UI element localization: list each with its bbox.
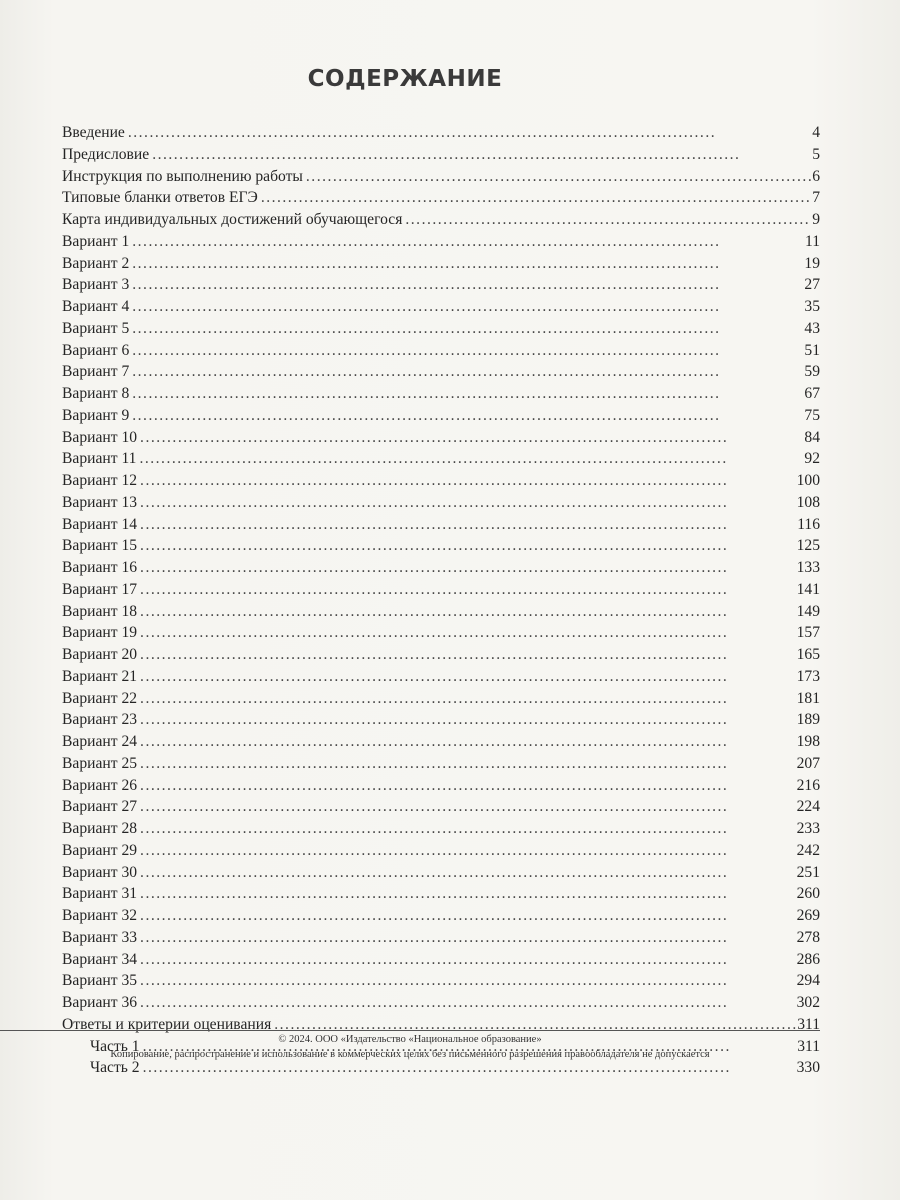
toc-entry: [62, 557, 820, 579]
toc-leader-dots: [140, 949, 796, 971]
toc-leader-dots: [261, 187, 811, 209]
toc-entry: [62, 731, 820, 753]
toc-page-number: 133: [796, 559, 820, 576]
toc-page-number: 27: [804, 276, 820, 294]
toc-entry: [62, 253, 820, 275]
toc-page-number: 19: [804, 254, 820, 272]
toc-entry-label: Часть 2: [90, 1059, 140, 1077]
toc-entry-label: Вариант 34: [62, 950, 138, 968]
toc-entry-label: Вариант 24: [62, 733, 138, 750]
toc-entry: [62, 883, 820, 905]
toc-entry-label: Вариант 6: [62, 341, 130, 359]
toc-entry-label: Вариант 4: [62, 298, 130, 315]
toc-entry: [62, 644, 820, 666]
toc-entry-label: Вариант 21: [62, 667, 138, 685]
toc-entry: [62, 209, 820, 231]
toc-page-number: 67: [804, 385, 820, 402]
toc-page-number: 157: [796, 624, 820, 642]
toc-entry-label: Вариант 28: [62, 820, 138, 837]
toc-entry-label: Вариант 5: [62, 319, 130, 337]
toc-leader-dots: [140, 883, 796, 905]
toc-leader-dots: [152, 144, 811, 166]
toc-entry: [62, 992, 820, 1014]
toc-page-number: 116: [797, 515, 820, 533]
toc-entry-label: Вариант 36: [62, 994, 138, 1011]
toc-leader-dots: [140, 557, 796, 579]
toc-entry-label: Вариант 23: [62, 711, 138, 729]
toc-page-number: 11: [804, 232, 820, 250]
toc-leader-dots: [140, 688, 796, 710]
toc-entry-label: Вариант 11: [62, 450, 137, 468]
toc-page-number: 189: [796, 711, 820, 729]
toc-entry-label: Часть 1: [90, 1037, 140, 1055]
footer-copyright: © 2024. ООО «Издательство «Национальное образование»: [278, 1034, 542, 1045]
toc-entry: [62, 970, 820, 992]
toc-entry-label: Вариант 33: [62, 928, 138, 946]
toc-entry: [62, 818, 820, 840]
toc-leader-dots: [306, 166, 811, 188]
toc-page-number: 286: [796, 950, 820, 968]
toc-page-number: 75: [804, 406, 820, 424]
toc-entry: [62, 601, 820, 623]
toc-page-number: 198: [796, 733, 820, 750]
toc-page-number: 51: [804, 341, 820, 359]
toc-page-number: 4: [812, 124, 820, 141]
toc-entry-label: Вариант 22: [62, 689, 138, 707]
toc-entry-label: Введение: [62, 124, 125, 141]
toc-entry-label: Вариант 16: [62, 559, 138, 576]
toc-entry-label: Вариант 17: [62, 580, 138, 598]
toc-entry-label: Вариант 35: [62, 972, 138, 990]
toc-leader-dots: [140, 535, 796, 557]
toc-entry: [62, 296, 820, 318]
toc-entry: [62, 1014, 820, 1036]
toc-entry: [62, 405, 820, 427]
toc-leader-dots: [140, 862, 796, 884]
toc-page-number: 242: [796, 841, 820, 859]
toc-page-number: 7: [812, 189, 820, 207]
toc-page-number: 302: [796, 994, 820, 1011]
toc-page-number: 141: [796, 580, 820, 598]
toc-entry: [62, 470, 820, 492]
toc-entry: [62, 187, 820, 209]
toc-entry-label: Вариант 30: [62, 863, 138, 881]
toc-page-number: 6: [812, 167, 820, 185]
toc-entry: [62, 274, 820, 296]
toc-entry: [62, 144, 820, 166]
toc-leader-dots: [140, 644, 796, 666]
toc-entry-label: Вариант 14: [62, 515, 138, 533]
toc-leader-dots: [132, 231, 804, 253]
toc-entry-label: Вариант 27: [62, 798, 138, 816]
toc-leader-dots: [140, 601, 796, 623]
toc-entry-label: Предисловие: [62, 145, 150, 163]
toc-entry: [62, 122, 820, 144]
toc-page-number: 224: [796, 798, 820, 816]
toc-entry: [62, 492, 820, 514]
toc-page-number: 260: [796, 885, 820, 903]
toc-entry-label: Вариант 8: [62, 385, 130, 402]
toc-leader-dots: [132, 318, 803, 340]
toc-leader-dots: [140, 514, 796, 536]
toc-page-number: 9: [812, 211, 820, 228]
toc-leader-dots: [132, 296, 803, 318]
toc-leader-dots: [140, 470, 796, 492]
toc-page-number: 108: [796, 493, 820, 511]
footer-notice: Копирование, распространение и использование в коммерческих целях без письменного разрешения правообладателя не допускается: [110, 1049, 710, 1060]
toc-leader-dots: [132, 253, 803, 275]
toc-entry: [62, 796, 820, 818]
toc-page-number: 233: [796, 820, 820, 837]
toc-entry-label: Вариант 32: [62, 907, 138, 924]
toc-leader-dots: [132, 405, 803, 427]
toc-page-number: 269: [796, 907, 820, 924]
toc-page-number: 207: [796, 754, 820, 772]
toc-entry: [62, 340, 820, 362]
toc-leader-dots: [140, 492, 796, 514]
toc-entry: [62, 579, 820, 601]
toc-leader-dots: [274, 1014, 796, 1036]
toc-page-number: 294: [796, 972, 820, 990]
toc-entry: [62, 622, 820, 644]
page-title: СОДЕРЖАНИЕ: [307, 66, 503, 92]
toc-leader-dots: [140, 840, 796, 862]
toc-page-number: 100: [796, 472, 820, 489]
toc-page-number: 5: [812, 145, 820, 163]
toc-entry: [62, 709, 820, 731]
toc-leader-dots: [140, 818, 796, 840]
toc-entry: [62, 231, 820, 253]
toc-entry-label: Вариант 29: [62, 841, 138, 859]
toc-entry-label: Вариант 25: [62, 754, 138, 772]
toc-leader-dots: [140, 427, 803, 449]
toc-entry: [62, 448, 820, 470]
toc-entry: [62, 927, 820, 949]
toc-leader-dots: [140, 775, 796, 797]
toc-entry: [62, 949, 820, 971]
toc-entry-label: Инструкция по выполнению работы: [62, 167, 303, 185]
toc-leader-dots: [132, 274, 803, 296]
toc-entry-label: Вариант 15: [62, 537, 138, 555]
toc-page-number: 311: [797, 1015, 820, 1033]
toc-leader-dots: [143, 1057, 796, 1079]
toc-leader-dots: [132, 340, 803, 362]
toc-leader-dots: [132, 383, 803, 405]
table-of-contents: [62, 122, 820, 1079]
toc-page-number: 311: [797, 1037, 820, 1055]
toc-subentry: [62, 1057, 820, 1079]
toc-leader-dots: [140, 905, 796, 927]
toc-entry: [62, 688, 820, 710]
toc-leader-dots: [128, 122, 811, 144]
toc-entry-label: Ответы и критерии оценивания: [62, 1015, 272, 1033]
toc-entry: [62, 427, 820, 449]
toc-entry-label: Вариант 3: [62, 276, 130, 294]
toc-page-number: 149: [796, 602, 820, 620]
toc-leader-dots: [140, 579, 796, 601]
toc-entry-label: Вариант 7: [62, 363, 130, 381]
toc-entry-label: Вариант 31: [62, 885, 138, 903]
toc-entry-label: Вариант 19: [62, 624, 138, 642]
toc-entry-label: Вариант 20: [62, 646, 138, 663]
toc-entry: [62, 775, 820, 797]
toc-entry-label: Вариант 12: [62, 472, 138, 489]
toc-leader-dots: [405, 209, 811, 231]
toc-entry: [62, 361, 820, 383]
toc-entry-label: Вариант 9: [62, 406, 130, 424]
toc-entry-label: Типовые бланки ответов ЕГЭ: [62, 189, 258, 207]
toc-leader-dots: [140, 992, 796, 1014]
toc-entry-label: Вариант 10: [62, 428, 138, 446]
toc-leader-dots: [140, 753, 796, 775]
toc-page-number: 92: [804, 450, 820, 468]
toc-page-number: 165: [796, 646, 820, 663]
toc-entry: [62, 383, 820, 405]
toc-leader-dots: [132, 361, 803, 383]
toc-entry-label: Вариант 2: [62, 254, 130, 272]
toc-page-number: 35: [804, 298, 820, 315]
toc-leader-dots: [140, 731, 796, 753]
toc-page-number: 125: [796, 537, 820, 555]
toc-page-number: 330: [796, 1059, 820, 1077]
toc-entry-label: Вариант 18: [62, 602, 138, 620]
toc-entry-label: Вариант 26: [62, 776, 138, 794]
toc-entry-label: Вариант 13: [62, 493, 138, 511]
toc-entry: [62, 905, 820, 927]
toc-leader-dots: [140, 970, 796, 992]
toc-entry: [62, 166, 820, 188]
toc-page-number: 43: [804, 319, 820, 337]
toc-leader-dots: [140, 709, 796, 731]
toc-entry: [62, 862, 820, 884]
toc-leader-dots: [140, 927, 796, 949]
toc-entry: [62, 753, 820, 775]
toc-leader-dots: [140, 622, 796, 644]
toc-leader-dots: [140, 796, 796, 818]
footer-divider: [0, 1030, 820, 1031]
toc-page-number: 216: [796, 776, 820, 794]
toc-entry: [62, 666, 820, 688]
toc-page-number: 173: [796, 667, 820, 685]
toc-entry-label: Карта индивидуальных достижений обучающегося: [62, 211, 403, 228]
toc-leader-dots: [139, 448, 803, 470]
toc-page-number: 181: [796, 689, 820, 707]
toc-entry: [62, 318, 820, 340]
toc-entry: [62, 514, 820, 536]
toc-page-number: 84: [804, 428, 820, 446]
toc-page-number: 278: [796, 928, 820, 946]
toc-entry: [62, 535, 820, 557]
toc-entry: [62, 840, 820, 862]
toc-page-number: 59: [804, 363, 820, 381]
toc-page-number: 251: [796, 863, 820, 881]
toc-entry-label: Вариант 1: [62, 232, 130, 250]
toc-leader-dots: [140, 666, 796, 688]
